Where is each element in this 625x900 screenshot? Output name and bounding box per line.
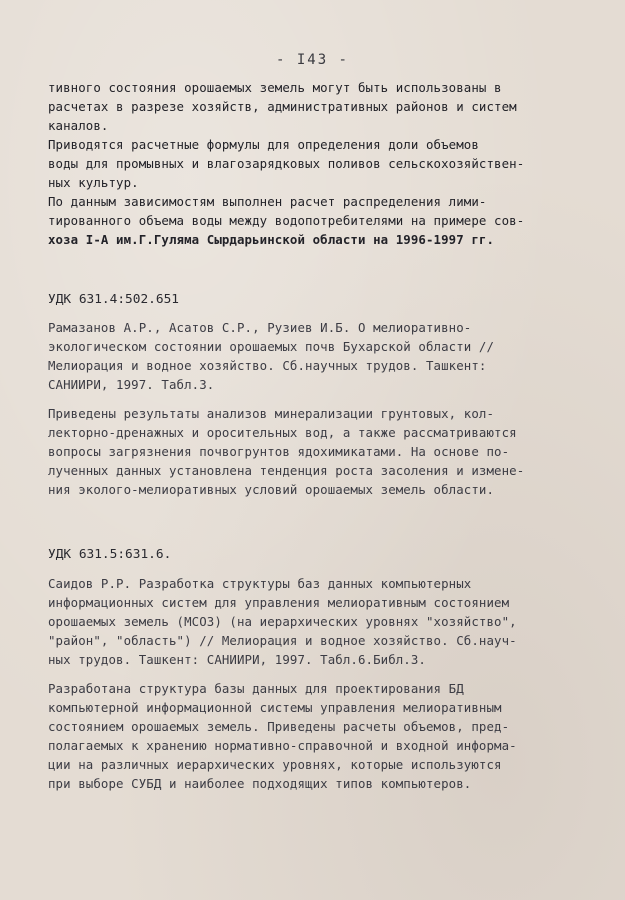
text-line: воды для промывных и влагозарядковых поливов сельскохозяйствен-	[48, 156, 525, 171]
text-line: ния эколого-мелиоративных условий орошаемых земель области.	[48, 482, 495, 497]
text-line: ных трудов. Ташкент: САНИИРИ, 1997. Табл.6.Библ.3.	[48, 652, 426, 667]
text-line: вопросы загрязнения почвогрунтов ядохимикатами. На основе по-	[48, 444, 510, 459]
text-line: Приводятся расчетные формулы для определения доли объемов	[48, 137, 479, 152]
text-line: лекторно-дренажных и оросительных вод, а также рассматриваются	[48, 425, 517, 440]
text-line: По данным зависимостям выполнен расчет распределения лими-	[48, 194, 487, 209]
text-line: экологическом состоянии орошаемых почв Бухарской области //	[48, 339, 495, 354]
text-line: тивного состояния орошаемых земель могут быть использованы в	[48, 80, 502, 95]
intro-paragraph	[48, 78, 588, 249]
text-line: при выборе СУБД и наиболее подходящих типов компьютеров.	[48, 776, 472, 791]
citation	[48, 318, 588, 394]
text-line: лученных данных установлена тенденция роста засоления и измене-	[48, 463, 525, 478]
text-line: Мелиорация и водное хозяйство. Сб.научных трудов. Ташкент:	[48, 358, 487, 373]
text-line: расчетах в разрезе хозяйств, административных районов и систем	[48, 99, 517, 114]
text-line: Приведены результаты анализов минерализации грунтовых, кол-	[48, 406, 495, 421]
text-line: тированного объема воды между водопотребителями на примере сов-	[48, 213, 525, 228]
text-line: ции на различных иерархических уровнях, которые используются	[48, 757, 502, 772]
text-line: Саидов Р.Р. Разработка структуры баз данных компьютерных	[48, 576, 472, 591]
text-line: компьютерной информационной системы управления мелиоративным	[48, 700, 502, 715]
abstract	[48, 404, 588, 499]
text-line: хоза I-А им.Г.Гуляма Сырдарьинской области на 1996-1997 гг.	[48, 232, 495, 247]
abstract	[48, 679, 588, 793]
udk-code: УДК 631.5:631.6.	[48, 547, 172, 562]
citation	[48, 574, 588, 669]
text-line: САНИИРИ, 1997. Табл.3.	[48, 377, 215, 392]
text-line: каналов.	[48, 118, 109, 133]
text-line: ных культур.	[48, 175, 139, 190]
text-line: информационных систем для управления мелиоративным состоянием	[48, 595, 510, 610]
udk-code: УДК 631.4:502.651	[48, 292, 179, 307]
text-line: полагаемых к хранению нормативно-справочной и входной информа-	[48, 738, 517, 753]
text-line: Рамазанов А.Р., Асатов С.Р., Рузиев И.Б. О мелиоративно-	[48, 320, 472, 335]
text-line: Разработана структура базы данных для проектирования БД	[48, 681, 464, 696]
text-line: состоянием орошаемых земель. Приведены расчеты объемов, пред-	[48, 719, 510, 734]
page-number: - I43 -	[275, 52, 349, 68]
text-line: "район", "область") // Мелиорация и водное хозяйство. Сб.науч-	[48, 633, 517, 648]
text-line: орошаемых земель (МСОЗ) (на иерархических уровнях "хозяйство",	[48, 614, 517, 629]
